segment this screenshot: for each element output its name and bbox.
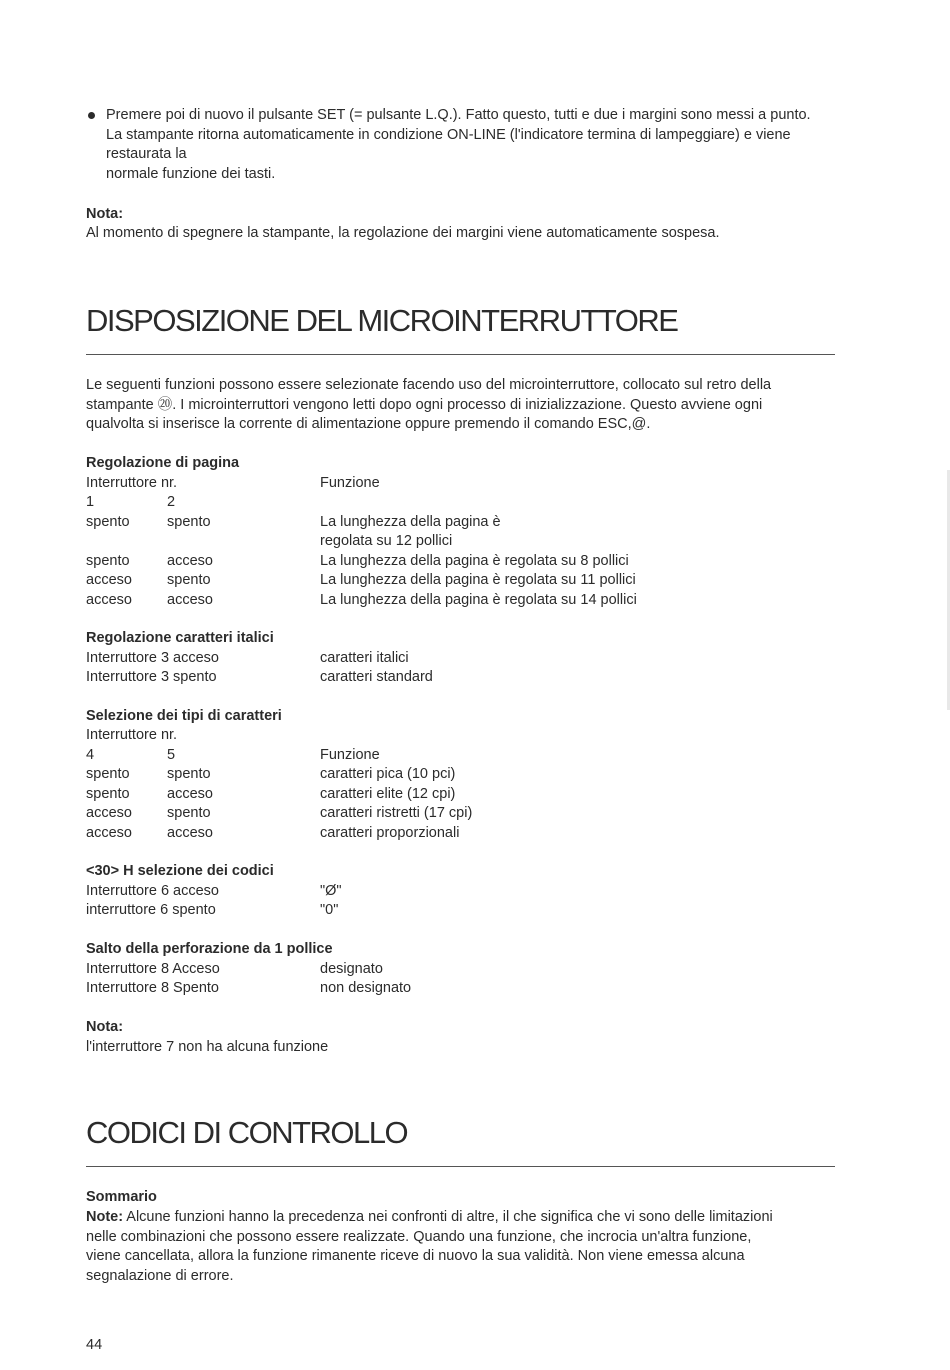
- function-text: caratteri pica (10 pci): [320, 766, 456, 782]
- subheading-summary: Sommario: [86, 1189, 157, 1205]
- switch-state: acceso: [167, 592, 213, 608]
- function-text: non designato: [320, 980, 412, 996]
- function-text: caratteri ristretti (17 cpi): [320, 805, 473, 821]
- switch-state: spento: [167, 514, 211, 530]
- switch-state: spento: [86, 766, 130, 782]
- switch-state: acceso: [167, 825, 213, 841]
- switch-state: acceso: [86, 572, 132, 588]
- switch-state: interruttore 6 spento: [86, 902, 216, 918]
- section2-note-line: viene cancellata, allora la funzione rimanente riceve di nuovo la sua validità. Non viene emessa alcuna: [86, 1248, 745, 1264]
- section2-note-line: segnalazione di errore.: [86, 1267, 234, 1284]
- function-label: Funzione: [320, 747, 380, 763]
- section-divider: [86, 354, 835, 355]
- switch-state: Interruttore 8 Spento: [86, 980, 219, 996]
- section2-note-paragraph: [86, 1208, 831, 1286]
- switch-state: Interruttore 8 Acceso: [86, 961, 220, 977]
- function-text: La lunghezza della pagina è regolata su 11 pollici: [320, 572, 636, 588]
- switch-state: acceso: [86, 805, 132, 821]
- switch-state: spento: [167, 572, 211, 588]
- section1-intro: [86, 376, 831, 435]
- bullet-point: [88, 112, 95, 119]
- function-label: Funzione: [320, 475, 380, 491]
- section2-note-label: Note:: [86, 1209, 124, 1225]
- bullet-paragraph: [106, 106, 826, 184]
- switch-label: Interruttore nr.: [86, 727, 178, 743]
- subheading-codes: <30> H selezione dei codici: [86, 863, 274, 879]
- switch-state: acceso: [167, 786, 213, 802]
- switch-state: spento: [167, 766, 211, 782]
- function-text: La lunghezza della pagina è: [320, 514, 501, 530]
- section2-note-line: nelle combinazioni che possono essere realizzate. Quando una funzione, che incrocia un'altra funzione,: [86, 1228, 752, 1245]
- switch-state: spento: [86, 553, 130, 569]
- bullet-text: Premere poi di nuovo il pulsante SET (= pulsante L.Q.). Fatto questo, tutti e due i margini sono messi a punto. La stampante ritorna automaticamente in condizione ON-LINE (l'indicatore termina di lampeggiare) e viene restaurata la: [106, 107, 811, 162]
- section1-intro-line: stampante ⑳. I microinterruttori vengono letti dopo ogni processo di inizializzazione. Questo avviene ogni: [86, 396, 763, 413]
- intro-note-label: Nota:: [86, 206, 124, 222]
- page-number: 44: [86, 1337, 103, 1353]
- switch-state: acceso: [86, 825, 132, 841]
- section1-intro-line: Le seguenti funzioni possono essere selezionate facendo uso del microinterruttore, collocato sul retro della: [86, 377, 772, 393]
- switch-state: acceso: [86, 592, 132, 608]
- subheading-page-reg: Regolazione di pagina: [86, 455, 240, 471]
- function-text: regolata su 12 pollici: [320, 533, 453, 549]
- section2-note-text: Alcune funzioni hanno la precedenza nei confronti di altre, il che significa che vi sono delle limitazioni: [123, 1209, 773, 1225]
- bullet-text-tail: normale funzione dei tasti.: [106, 165, 276, 182]
- function-text: La lunghezza della pagina è regolata su 8 pollici: [320, 553, 629, 569]
- section2-note-line: [86, 1208, 831, 1228]
- section1-note-text: l'interruttore 7 non ha alcuna funzione: [86, 1039, 329, 1055]
- function-text: "0": [320, 902, 339, 918]
- function-text: La lunghezza della pagina è regolata su 14 pollici: [320, 592, 637, 608]
- switch-state: acceso: [167, 553, 213, 569]
- section1-intro-line: qualvolta si inserisce la corrente di alimentazione oppure premendo il comando ESC,@.: [86, 416, 651, 432]
- section-divider: [86, 1166, 835, 1167]
- function-text: caratteri standard: [320, 669, 433, 685]
- function-text: "Ø": [320, 883, 342, 899]
- function-text: designato: [320, 961, 383, 977]
- function-text: caratteri italici: [320, 650, 409, 666]
- switch-number: 5: [167, 747, 176, 763]
- switch-state: spento: [86, 514, 130, 530]
- function-text: caratteri elite (12 cpi): [320, 786, 456, 802]
- section-heading-control-codes: CODICI DI CONTROLLO: [86, 1115, 408, 1150]
- section-heading-dip-switch: DISPOSIZIONE DEL MICROINTERRUTTORE: [86, 303, 678, 338]
- switch-label: Interruttore nr.: [86, 475, 178, 491]
- function-text: caratteri proporzionali: [320, 825, 460, 841]
- switch-number: 4: [86, 747, 95, 763]
- switch-number: 1: [86, 494, 95, 510]
- switch-state: spento: [167, 805, 211, 821]
- subheading-fonts: Selezione dei tipi di caratteri: [86, 708, 282, 724]
- switch-state: Interruttore 3 spento: [86, 669, 217, 685]
- subheading-perforation: Salto della perforazione da 1 pollice: [86, 941, 333, 957]
- subheading-italic: Regolazione caratteri italici: [86, 630, 274, 646]
- intro-note-text: Al momento di spegnere la stampante, la regolazione dei margini viene automaticamente sospesa.: [86, 225, 720, 241]
- switch-state: spento: [86, 786, 130, 802]
- switch-state: Interruttore 3 acceso: [86, 650, 219, 666]
- switch-number: 2: [167, 494, 176, 510]
- section1-note-label: Nota:: [86, 1019, 124, 1035]
- switch-state: Interruttore 6 acceso: [86, 883, 219, 899]
